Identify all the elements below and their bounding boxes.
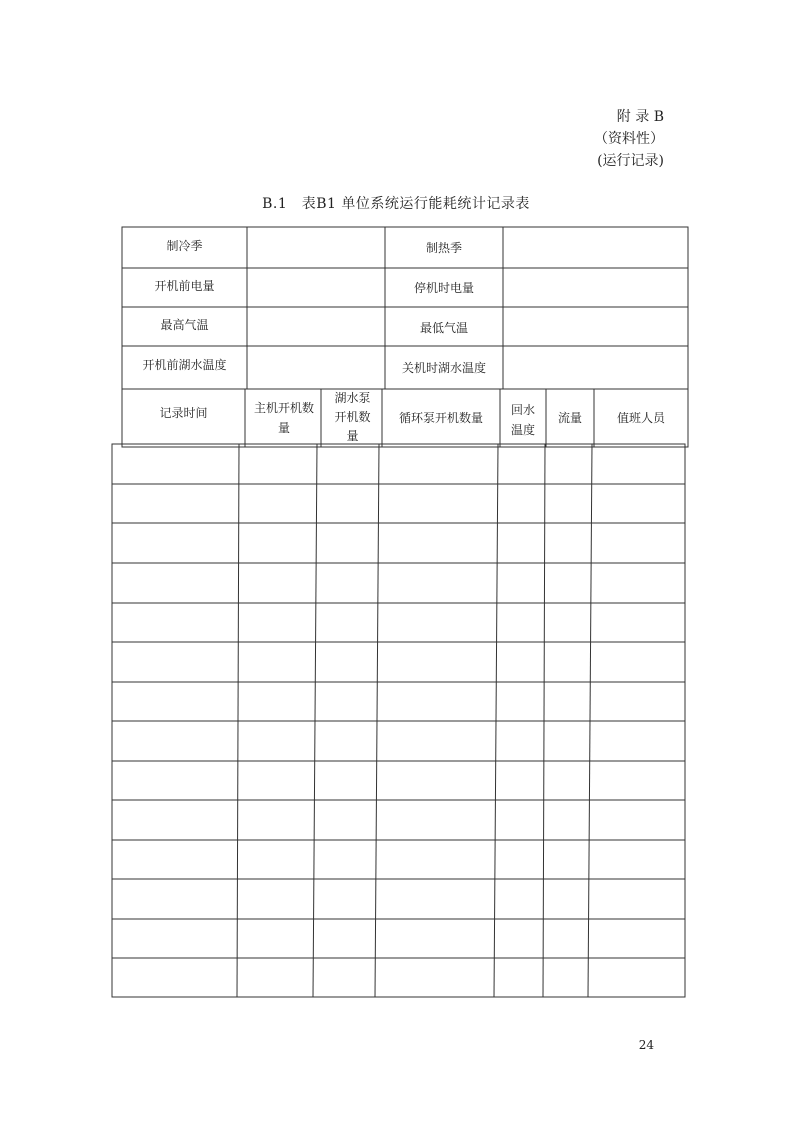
column-header-return-temp: 回水温度 [510,403,535,437]
field-label-start-power: 开机前电量 [154,279,215,293]
field-label-heating-season: 制热季 [425,241,462,255]
field-label-cooling-season: 制冷季 [166,239,203,253]
column-header-main-units: 主机开机数量 [253,401,314,435]
column-header-record-time: 记录时间 [159,406,208,420]
appendix-subtitle: (运行记录) [597,153,664,169]
appendix-heading: 附 录 B [616,109,664,125]
field-label-max-temp: 最高气温 [160,318,209,332]
field-label-start-lake-temp: 开机前湖水温度 [142,358,227,372]
field-label-stop-power: 停机时电量 [413,281,474,295]
column-header-duty-staff: 值班人员 [616,411,665,425]
field-label-min-temp: 最低气温 [419,321,468,335]
field-label-stop-lake-temp: 关机时湖水温度 [401,361,486,375]
column-header-circulation-pumps: 循环泵开机数量 [398,411,483,425]
appendix-type: （资料性） [594,131,664,147]
column-header-lake-pumps: 湖水泵开机数量 [334,391,371,443]
table-title: B.1 表B1 单位系统运行能耗统计记录表 [262,196,530,212]
column-header-flow: 流量 [557,411,582,425]
page-number: 24 [638,1038,654,1052]
